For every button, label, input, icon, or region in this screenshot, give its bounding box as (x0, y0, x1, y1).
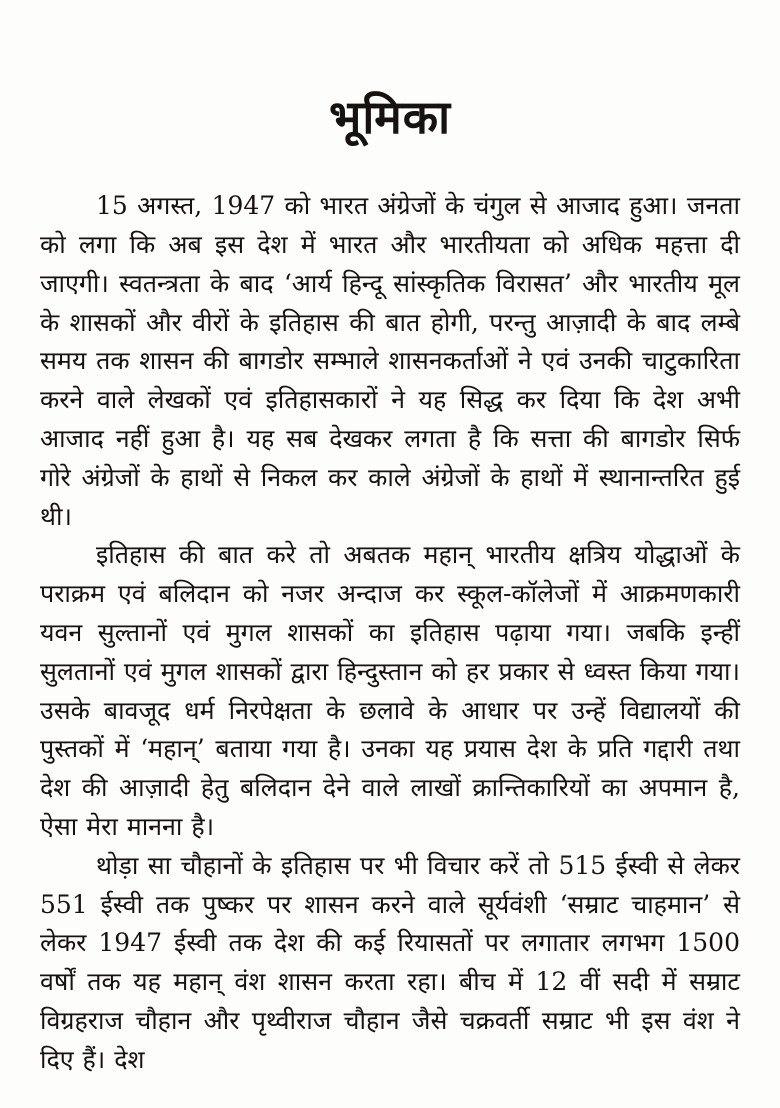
page-body (40, 187, 740, 1079)
paragraph-history-critique: इतिहास की बात करे तो अबतक महान् भारतीय क्षत्रिय योद्धाओं के पराक्रम एवं बलिदान को नजर अन्दाज कर स्कूल-कॉलेजों में आक्रमणकारी यवन सुल्तानों एवं मुगल शासकों का इतिहास पढ़ाया गया। जबकि इन्हीं सुलतानों एवं मुगल शासकों द्वारा हिन्दुस्तान को हर प्रकार से ध्वस्त किया गया। उसके बावजूद धर्म निरपेक्षता के छलावे के आधार पर उन्हें विद्यालयों की पुस्तकों में ‘महान्’ बताया गया है। उनका यह प्रयास देश के प्रति गद्दारी तथा देश की आज़ादी हेतु बलिदान देने वाले लाखों क्रान्तिकारियों का अपमान है, ऐसा मेरा मानना है। (40, 540, 740, 841)
paragraph-intro-independence: 15 अगस्त, 1947 को भारत अंग्रेजों के चंगुल से आजाद हुआ। जनता को लगा कि अब इस देश में भारत और भारतीयता को अधिक महत्ता दी जाएगी। स्वतन्त्रता के बाद ‘आर्य हिन्दू सांस्कृतिक विरासत’ और भारतीय मूल के शासकों और वीरों के इतिहास की बात होगी, परन्तु आज़ादी के बाद लम्बे समय तक शासन की बागडोर सम्भाले शासनकर्ताओं ने एवं उनकी चाटुकारिता करने वाले लेखकों एवं इतिहासकारों ने यह सिद्ध कर दिया कि देश अभी आजाद नहीं हुआ है। यह सब देखकर लगता है कि सत्ता की बागडोर सिर्फ गोरे अंग्रेजों के हाथों से निकल कर काले अंग्रेजों के हाथों में स्थानान्तरित हुई थी। (40, 191, 740, 531)
paragraph-chauhan-history: थोड़ा सा चौहानों के इतिहास पर भी विचार करें तो 515 ईस्वी से लेकर 551 ईस्वी तक पुष्कर पर शासन करने वाले सूर्यवंशी ‘सम्राट चाहमान’ से लेकर 1947 ईस्वी तक देश की कई रियासतों पर लगातार लगभग 1500 वर्षों तक यह महान् वंश शासन करता रहा। बीच में 12 वीं सदी में सम्राट विग्रहराज चौहान और पृथ्वीराज चौहान जैसे चक्रवर्ती सम्राट भी इस वंश ने दिए हैं। देश (40, 850, 740, 1074)
page-title: भूमिका (328, 90, 451, 144)
